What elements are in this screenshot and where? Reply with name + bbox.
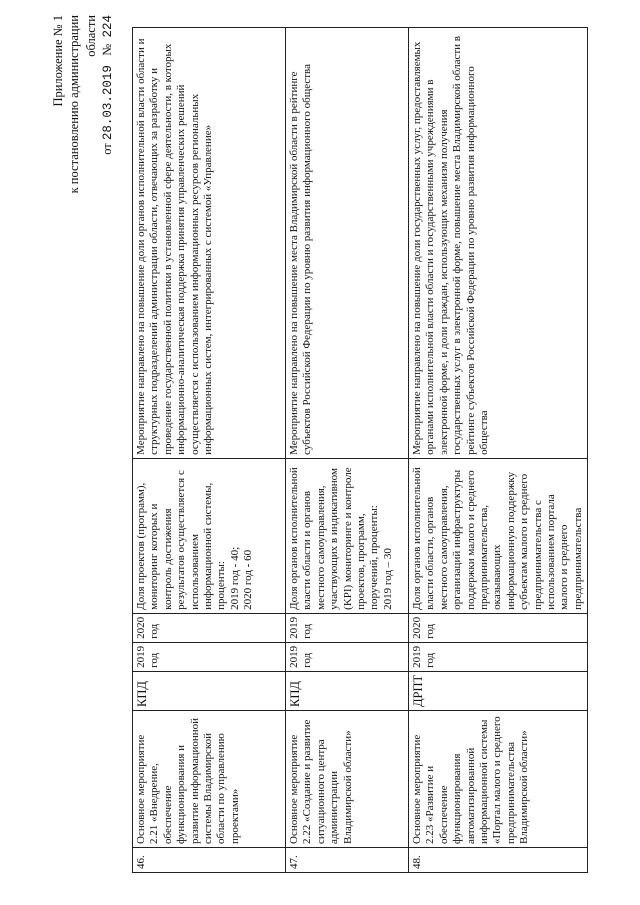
row-number: 47. [286,848,409,873]
indicator-line: Доля органов исполнительной [411,467,423,610]
indicator-line: (KPI) мониторинге и контроле [341,467,354,610]
measure-description: Мероприятие направлено на повышение доли государственных услуг, предоставляемых органами исполнительной власти области и государственными учреждениями в электронной форме, и доли граждан, использующих механизм получения государственных услуг в электронной форме, повышение места Владимирской области в рейтинге субъектов Российской Федерации по уровню развития информационного общества [409,27,588,458]
indicator-line: местного самоуправления, [314,485,327,610]
indicator-line: оказывающих [491,544,504,610]
resolution-number: 224 [100,15,115,38]
start-year: 2019 год [286,642,409,671]
appendix-title: Приложение № 1 [51,15,65,107]
indicator-line: 2020 год - 60 [242,549,255,610]
indicator-line: проектов, программ, [355,513,368,610]
indicator-line: поддержки малого и среднего [464,470,477,610]
responsible-code: КПД [133,671,286,710]
measure-name: Основное мероприятие 2.21 «Внедрение, обеспечение функционирования и развитие информационной системы Владимирской области по управлению проектами» [133,711,286,848]
resolution-date-line [99,15,116,215]
indicator-line: местного самоуправления, [437,485,450,610]
indicator-line: Доля проектов (программ), [135,482,147,610]
indicator-cell [286,458,409,613]
number-sign: № [99,43,114,56]
indicator-line: проценты: [215,561,228,610]
indicator-line: использованием портала [545,494,558,610]
indicator-line: власти области, органов [424,496,437,610]
indicator-line: информационную поддержку [504,471,517,610]
indicator-line: мониторинг которых и [148,503,161,610]
measure-description: Мероприятие направлено на повышение места Владимирской области в рейтинге субъектов Российской Федерации по уровню развития информационного общества [286,27,409,458]
measure-name: Основное мероприятие 2.23 «Развитие и обеспечение функционирования автоматизированной информационной системы «Портал малого и среднего предпринимательства Владимирской области» [409,711,588,848]
indicator-line: предпринимательства с [531,500,544,610]
indicator-cell [133,458,286,613]
indicator-line: 2019 год – 30 [381,548,394,610]
end-year: 2020 год [133,613,286,642]
date-prefix: от [99,143,114,155]
start-year: 2019 год [409,642,588,671]
measure-description: Мероприятие направлено на повышение доли органов исполнительной власти области и структурных подразделений администрации области, отвечающих за разработку и проведение государственной политики в установленной сфере деятельности, в которых информационно-аналитическая поддержка принятия управленческих решений осуществляется с использованием информационных ресурсов региональных информационных систем, интегрированных с системой «Управление» [133,27,286,458]
row-number: 48. [409,848,588,873]
indicator-line: участвующих в индикативном [328,468,341,610]
measure-name: Основное мероприятие 2.22 «Создание и развитие ситуационного центра администрации Владимирской области» [286,711,409,848]
measures-table [132,27,588,873]
table-row [409,27,588,872]
table-row [133,27,286,872]
row-number: 46. [133,848,286,873]
indicator-line: 2019 год - 40; [228,546,241,610]
appendix-subtitle: к постановлению администрации области [67,15,98,194]
resolution-date: 28.03.2019 [100,65,115,141]
indicator-line: субъектам малого и среднего [518,473,531,610]
indicator-line: предпринимательства [571,507,584,610]
indicator-line: власти области и органов [301,490,314,610]
responsible-code: ДРПТ [409,671,588,710]
indicator-line: поручений, проценты: [368,505,381,610]
indicator-line: малого и среднего [558,524,571,610]
indicator-line: предпринимательства, [478,505,491,610]
indicator-line: Доля органов исполнительной [288,467,300,610]
table-row [286,27,409,872]
responsible-code: КПД [286,671,409,710]
indicator-line: результатов осуществляется с [175,470,188,610]
indicator-line: использованием [188,533,201,610]
indicator-cell [409,458,588,613]
indicator-line: информационной системы, [202,482,215,610]
indicator-line: организаций инфраструктуры [451,469,464,610]
end-year: 2019 год [286,613,409,642]
end-year: 2020 год [409,613,588,642]
start-year: 2019 год [133,642,286,671]
document-header [50,15,116,215]
indicator-line: контроль достижения [161,508,174,610]
